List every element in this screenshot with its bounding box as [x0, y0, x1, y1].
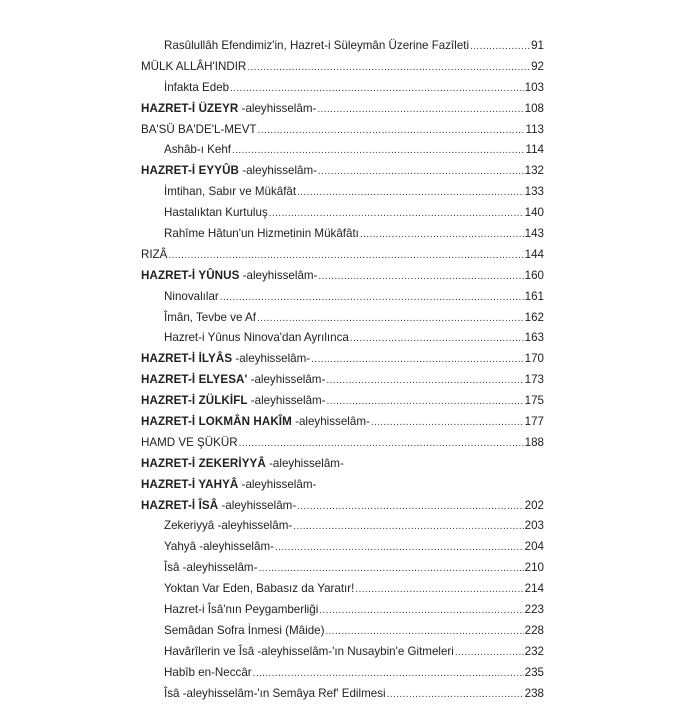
toc-entry — [141, 454, 544, 475]
dot-leader — [258, 121, 525, 142]
toc-entry-page-number: 143 — [524, 227, 544, 241]
dot-leader — [297, 497, 523, 518]
toc-entry-title — [164, 140, 231, 161]
dot-leader — [258, 559, 523, 580]
toc-entry-bold-title: HAZRET-İ ELYESA' — [141, 373, 248, 387]
toc-entry-text: -aleyhisselâm- — [238, 477, 317, 491]
toc-entry-text: -aleyhisselâm- — [265, 456, 344, 470]
toc-entry-title — [164, 558, 257, 579]
dot-leader — [350, 329, 524, 350]
toc-entry-text: -aleyhisselâm- — [239, 268, 318, 282]
toc-entry-page-number: 133 — [524, 185, 544, 199]
toc-entry-bold-title: HAZRET-İ İLYÂS — [141, 352, 233, 366]
toc-entry — [141, 161, 544, 182]
toc-entry — [141, 684, 544, 705]
toc-entry-page-number: 160 — [524, 268, 544, 282]
toc-entry-page-number: 173 — [524, 373, 544, 387]
toc-entry-page-number: 223 — [524, 603, 544, 617]
toc-entry-page-number: 210 — [524, 561, 544, 575]
toc-entry-title — [141, 496, 296, 517]
toc-entry — [141, 496, 544, 517]
toc-entry — [141, 120, 544, 141]
toc-entry-text: Hazret-i Îsâ'nın Peygamberliği — [164, 603, 319, 617]
toc-entry-title — [141, 57, 246, 78]
toc-entry — [141, 663, 544, 684]
dot-leader — [371, 413, 524, 434]
toc-entry-text: Rahîme Hâtun'un Hizmetinin Mükâfâtı — [164, 227, 359, 241]
toc-entry-page-number: 140 — [524, 206, 544, 220]
toc-entry-text: Ashâb-ı Kehf — [164, 143, 232, 157]
toc-entry — [141, 266, 544, 287]
toc-entry-page-number: 188 — [524, 435, 544, 449]
toc-entry — [141, 537, 544, 558]
toc-entry-title — [164, 287, 219, 308]
toc-entry — [141, 57, 544, 78]
toc-entry — [141, 182, 544, 203]
toc-entry — [141, 579, 544, 600]
toc-entry-text: İnfakta Edeb — [164, 80, 230, 94]
toc-entry-page-number: 238 — [524, 686, 544, 700]
toc-entry-bold-title: HAZRET-İ EYYÛB — [141, 164, 240, 178]
dot-leader — [230, 79, 524, 100]
dot-leader — [257, 309, 524, 330]
toc-entry — [141, 475, 544, 496]
dot-leader — [318, 267, 523, 288]
toc-entry-text: -aleyhisselâm- — [238, 101, 317, 115]
toc-entry-title — [141, 454, 344, 475]
dot-leader — [168, 246, 523, 267]
toc-entry — [141, 558, 544, 579]
toc-entry-page-number: 91 — [531, 39, 544, 52]
toc-entry-page-number: 203 — [524, 519, 544, 533]
dot-leader — [293, 517, 523, 538]
toc-entry-text: Îmân, Tevbe ve Af — [164, 310, 256, 324]
toc-entry-text: MÜLK ALLÂH'INDIR — [141, 59, 247, 73]
dot-leader — [319, 601, 523, 622]
toc-entry-text: -aleyhisselâm- — [247, 394, 326, 408]
toc-entry-title — [141, 99, 316, 120]
dot-leader — [455, 643, 524, 664]
toc-entry — [141, 203, 544, 224]
dot-leader — [327, 392, 524, 413]
toc-entry-page-number: 232 — [524, 644, 544, 658]
toc-entry-page-number: 163 — [524, 331, 544, 345]
toc-entry-title — [164, 308, 256, 329]
dot-leader — [318, 162, 524, 183]
toc-entry-title — [141, 475, 316, 496]
toc-entry — [141, 36, 544, 57]
dot-leader — [220, 288, 524, 309]
toc-entry — [141, 433, 544, 454]
toc-entry-title — [164, 78, 229, 99]
toc-entry-text: Rasûlullâh Efendimiz'in, Hazret-i Süleymân Üzerine Fazîleti — [164, 39, 470, 52]
toc-entry-text: Îsâ -aleyhisselâm- — [164, 561, 258, 575]
dot-leader — [317, 100, 523, 121]
toc-entry-page-number: 92 — [531, 59, 544, 73]
toc-entry-title — [164, 642, 454, 663]
toc-entry-title — [164, 182, 296, 203]
toc-entry-page-number: 161 — [524, 289, 544, 303]
toc-entry-text: -aleyhisselâm- — [239, 164, 317, 178]
toc-entry — [141, 621, 544, 642]
toc-entry — [141, 412, 544, 433]
toc-entry — [141, 600, 544, 621]
toc-entry-title — [164, 224, 359, 245]
toc-entry — [141, 349, 544, 370]
toc-entry-text: HAMD VE ŞÜKÜR — [141, 435, 238, 449]
toc-entry-text: -aleyhisselâm- — [247, 373, 326, 387]
toc-entry-bold-title: HAZRET-İ YÛNUS — [141, 268, 240, 282]
toc-entry-title — [141, 391, 326, 412]
toc-entry-title — [164, 516, 292, 537]
toc-entry-title — [141, 412, 370, 433]
toc-entry-page-number: 162 — [524, 310, 544, 324]
toc-entry-title — [164, 537, 274, 558]
dot-leader — [311, 350, 524, 371]
toc-entry-text: Zekeriyyâ -aleyhisselâm- — [164, 519, 293, 533]
dot-leader — [247, 58, 530, 79]
toc-entry-text: Yoktan Var Eden, Babasız da Yaratır! — [164, 582, 355, 596]
toc-entry-title — [141, 245, 167, 266]
toc-entry-page-number: 113 — [525, 122, 544, 136]
toc-entry-text: Hazret-i Yûnus Ninova'dan Ayrılınca — [164, 331, 349, 345]
toc-entry — [141, 224, 544, 245]
toc-entry-page-number: 235 — [524, 665, 544, 679]
dot-leader — [355, 580, 523, 601]
toc-entry-title — [164, 684, 386, 705]
toc-entry — [141, 287, 544, 308]
dot-leader — [275, 538, 524, 559]
toc-entry — [141, 78, 544, 99]
toc-entry-title — [164, 579, 354, 600]
toc-entry-title — [164, 328, 349, 349]
toc-entry-page-number: 114 — [525, 143, 544, 157]
dot-leader — [232, 141, 524, 162]
toc-entry-page-number: 228 — [524, 623, 544, 637]
dot-leader — [470, 37, 530, 58]
toc-entry-bold-title: HAZRET-İ ÜZEYR — [141, 101, 239, 115]
toc-entry-bold-title: HAZRET-İ ÎSÂ — [141, 498, 219, 512]
toc-entry-text: Hastalıktan Kurtuluş — [164, 206, 268, 220]
toc-entry-bold-title: HAZRET-İ ZEKERİYYÂ — [141, 456, 266, 470]
dot-leader — [253, 664, 524, 685]
toc-entry-bold-title: HAZRET-İ YAHYÂ — [141, 477, 239, 491]
toc-entry-text: Habîb en-Neccâr — [164, 665, 252, 679]
toc-entry-text: BA'SÜ BA'DE'L-MEVT — [141, 122, 257, 136]
toc-entry-title — [164, 600, 318, 621]
dot-leader — [239, 434, 524, 455]
toc-entry-text: Yahyâ -aleyhisselâm- — [164, 540, 274, 554]
toc-entry — [141, 245, 544, 266]
toc-entry-page-number: 170 — [524, 352, 544, 366]
toc-entry — [141, 308, 544, 329]
toc-entry-page-number: 108 — [524, 101, 544, 115]
toc-entry — [141, 328, 544, 349]
toc-entry-text: -aleyhisselâm- — [218, 498, 297, 512]
toc-entry-title — [164, 203, 268, 224]
dot-leader — [387, 685, 524, 706]
toc-entry-title — [141, 266, 317, 287]
toc-entry-text: İmtihan, Sabır ve Mükâfât — [164, 185, 297, 199]
toc-entry-page-number: 204 — [524, 540, 544, 554]
dot-leader — [325, 622, 523, 643]
toc-entry-page-number: 177 — [524, 415, 544, 429]
toc-entry — [141, 391, 544, 412]
toc-entry-title — [141, 370, 325, 391]
dot-leader — [297, 183, 524, 204]
toc-entry — [141, 516, 544, 537]
toc-entry-bold-title: HAZRET-İ ZÜLKİFL — [141, 394, 248, 408]
toc-entry-text: Semâdan Sofra İnmesi (Mâide) — [164, 623, 325, 637]
toc-entry-page-number: 175 — [524, 394, 544, 408]
toc-entry-page-number: 144 — [524, 247, 544, 261]
dot-leader — [326, 371, 523, 392]
toc-entry-title — [141, 161, 317, 182]
toc-entry-page-number: 132 — [524, 164, 544, 178]
toc-entry-text: -aleyhisselâm- — [291, 415, 370, 429]
toc-entry-page-number: 103 — [524, 80, 544, 94]
toc-entry — [141, 370, 544, 391]
toc-entry-text: RIZÂ — [141, 247, 168, 261]
table-of-contents — [141, 36, 544, 705]
toc-entry-page-number: 202 — [524, 498, 544, 512]
toc-entry-title — [164, 621, 324, 642]
toc-entry — [141, 99, 544, 120]
toc-entry — [141, 642, 544, 663]
toc-entry — [141, 140, 544, 161]
toc-entry-title — [164, 36, 469, 57]
toc-entry-page-number: 214 — [524, 582, 544, 596]
toc-entry-text: -aleyhisselâm- — [232, 352, 311, 366]
dot-leader — [269, 204, 524, 225]
toc-entry-text: Havârîlerin ve Îsâ -aleyhisselâm-'ın Nusaybin'e Gitmeleri — [164, 644, 454, 658]
dot-leader — [360, 225, 524, 246]
toc-entry-text: Ninovalılar — [164, 289, 219, 303]
toc-entry-title — [141, 120, 257, 141]
toc-entry-title — [141, 349, 310, 370]
toc-entry-text: Îsâ -aleyhisselâm-'ın Semâya Ref' Edilmesi — [164, 686, 386, 700]
toc-entry-title — [164, 663, 252, 684]
toc-entry-bold-title: HAZRET-İ LOKMÂN HAKÎM — [141, 415, 292, 429]
toc-entry-title — [141, 433, 238, 454]
